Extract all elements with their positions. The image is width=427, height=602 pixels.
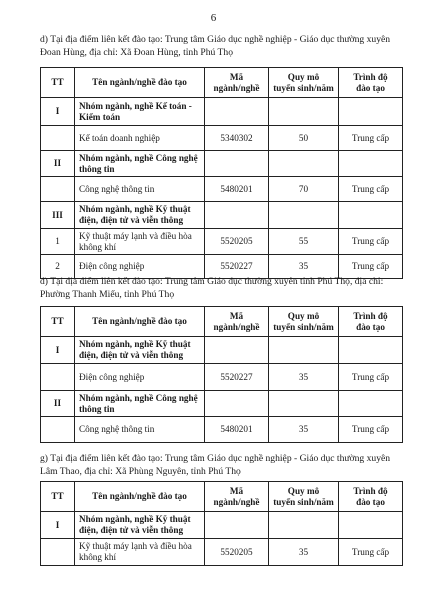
cell-code: 5480201 bbox=[205, 417, 269, 443]
cell-code: 5520227 bbox=[205, 255, 269, 279]
table-row bbox=[41, 417, 403, 443]
cell-quota bbox=[269, 337, 339, 364]
cell-name: Công nghệ thông tin bbox=[75, 417, 205, 443]
header-level: Trình độ đào tạo bbox=[339, 307, 403, 337]
cell-level bbox=[339, 337, 403, 364]
page-number: 6 bbox=[210, 12, 217, 24]
cell-quota: 50 bbox=[269, 126, 339, 151]
cell-code bbox=[205, 202, 269, 229]
cell-tt bbox=[41, 539, 75, 566]
cell-name: Nhóm ngành, nghề Kỹ thuật điện, điện tử và viễn thông bbox=[75, 512, 205, 539]
cell-tt: I bbox=[41, 337, 75, 364]
cell-name: Nhóm ngành, nghề Kế toán - Kiểm toán bbox=[75, 98, 205, 126]
cell-quota: 70 bbox=[269, 177, 339, 202]
table-row bbox=[41, 364, 403, 391]
cell-tt: 1 bbox=[41, 229, 75, 255]
cell-name: Kế toán doanh nghiệp bbox=[75, 126, 205, 151]
cell-tt: 2 bbox=[41, 255, 75, 279]
cell-quota: 35 bbox=[269, 539, 339, 566]
table-header-row bbox=[41, 68, 403, 98]
cell-name: Điện công nghiệp bbox=[75, 364, 205, 391]
cell-quota: 35 bbox=[269, 417, 339, 443]
cell-level bbox=[339, 151, 403, 177]
cell-level: Trung cấp bbox=[339, 364, 403, 391]
header-code: Mã ngành/nghề bbox=[205, 307, 269, 337]
cell-quota bbox=[269, 98, 339, 126]
header-tt: TT bbox=[41, 482, 75, 512]
table-row-group bbox=[41, 98, 403, 126]
header-name: Tên ngành/nghề đào tạo bbox=[75, 482, 205, 512]
cell-code bbox=[205, 512, 269, 539]
table-row-group bbox=[41, 202, 403, 229]
header-tt: TT bbox=[41, 68, 75, 98]
table-row-group bbox=[41, 337, 403, 364]
table-row-group bbox=[41, 151, 403, 177]
header-quota: Quy mô tuyển sinh/năm bbox=[269, 68, 339, 98]
table-header-row bbox=[41, 482, 403, 512]
table-section-g bbox=[40, 481, 403, 566]
cell-code: 5520205 bbox=[205, 539, 269, 566]
cell-tt bbox=[41, 364, 75, 391]
header-name: Tên ngành/nghề đào tạo bbox=[75, 307, 205, 337]
cell-name: Nhóm ngành, nghề Công nghệ thông tin bbox=[75, 391, 205, 417]
cell-level: Trung cấp bbox=[339, 177, 403, 202]
cell-level: Trung cấp bbox=[339, 539, 403, 566]
cell-tt: I bbox=[41, 98, 75, 126]
header-code: Mã ngành/nghề bbox=[205, 482, 269, 512]
header-level: Trình độ đào tạo bbox=[339, 68, 403, 98]
header-code: Mã ngành/nghề bbox=[205, 68, 269, 98]
cell-level bbox=[339, 391, 403, 417]
table-section-d bbox=[40, 67, 403, 279]
cell-tt bbox=[41, 126, 75, 151]
cell-level bbox=[339, 202, 403, 229]
cell-quota bbox=[269, 512, 339, 539]
cell-code: 5340302 bbox=[205, 126, 269, 151]
cell-level: Trung cấp bbox=[339, 255, 403, 279]
table-row bbox=[41, 255, 403, 279]
cell-name: Nhóm ngành, nghề Công nghệ thông tin bbox=[75, 151, 205, 177]
cell-name: Kỹ thuật máy lạnh và điều hòa không khí bbox=[75, 229, 205, 255]
cell-name: Kỹ thuật máy lạnh và điều hòa không khí bbox=[75, 539, 205, 566]
header-quota: Quy mô tuyển sinh/năm bbox=[269, 307, 339, 337]
table-row bbox=[41, 177, 403, 202]
cell-code: 5520227 bbox=[205, 364, 269, 391]
header-name: Tên ngành/nghề đào tạo bbox=[75, 68, 205, 98]
cell-level: Trung cấp bbox=[339, 417, 403, 443]
cell-quota: 35 bbox=[269, 364, 339, 391]
cell-quota bbox=[269, 202, 339, 229]
header-tt: TT bbox=[41, 307, 75, 337]
table-section-dd bbox=[40, 306, 403, 443]
table-header-row bbox=[41, 307, 403, 337]
cell-code bbox=[205, 98, 269, 126]
cell-level: Trung cấp bbox=[339, 126, 403, 151]
header-level: Trình độ đào tạo bbox=[339, 482, 403, 512]
cell-tt bbox=[41, 177, 75, 202]
cell-code bbox=[205, 337, 269, 364]
cell-code: 5480201 bbox=[205, 177, 269, 202]
cell-name: Nhóm ngành, nghề Kỹ thuật điện, điện tử và viễn thông bbox=[75, 337, 205, 364]
cell-tt bbox=[41, 417, 75, 443]
cell-tt: II bbox=[41, 391, 75, 417]
cell-code bbox=[205, 391, 269, 417]
cell-tt: III bbox=[41, 202, 75, 229]
section-title-d: d) Tại địa điểm liên kết đào tạo: Trung tâm Giáo dục nghề nghiệp - Giáo dục thường xuyên Đoan Hùng, địa chỉ: Xã Đoan Hùng, tỉnh Phú Thọ bbox=[40, 34, 391, 58]
cell-code bbox=[205, 151, 269, 177]
table-row bbox=[41, 126, 403, 151]
cell-level: Trung cấp bbox=[339, 229, 403, 255]
cell-code: 5520205 bbox=[205, 229, 269, 255]
cell-quota bbox=[269, 391, 339, 417]
cell-name: Nhóm ngành, nghề Kỹ thuật điện, điện tử và viễn thông bbox=[75, 202, 205, 229]
cell-level bbox=[339, 512, 403, 539]
cell-quota bbox=[269, 151, 339, 177]
cell-name: Điện công nghiệp bbox=[75, 255, 205, 279]
table-row-group bbox=[41, 512, 403, 539]
table-row bbox=[41, 539, 403, 566]
cell-quota: 55 bbox=[269, 229, 339, 255]
cell-tt: II bbox=[41, 151, 75, 177]
table-row bbox=[41, 229, 403, 255]
cell-quota: 35 bbox=[269, 255, 339, 279]
section-title-g: g) Tại địa điểm liên kết đào tạo: Trung tâm Giáo dục nghề nghiệp - Giáo dục thường xuyên Lâm Thao, địa chỉ: Xã Phùng Nguyên, tỉnh Phú Thọ bbox=[40, 453, 391, 477]
cell-level bbox=[339, 98, 403, 126]
section-title-dd: đ) Tại địa điểm liên kết đào tạo: Trung tâm Giáo dục thường xuyên tỉnh Phú Thọ, địa chỉ: Phường Thanh Miếu, tỉnh Phú Thọ bbox=[40, 276, 384, 300]
cell-name: Công nghệ thông tin bbox=[75, 177, 205, 202]
cell-tt: I bbox=[41, 512, 75, 539]
table-row-group bbox=[41, 391, 403, 417]
header-quota: Quy mô tuyển sinh/năm bbox=[269, 482, 339, 512]
